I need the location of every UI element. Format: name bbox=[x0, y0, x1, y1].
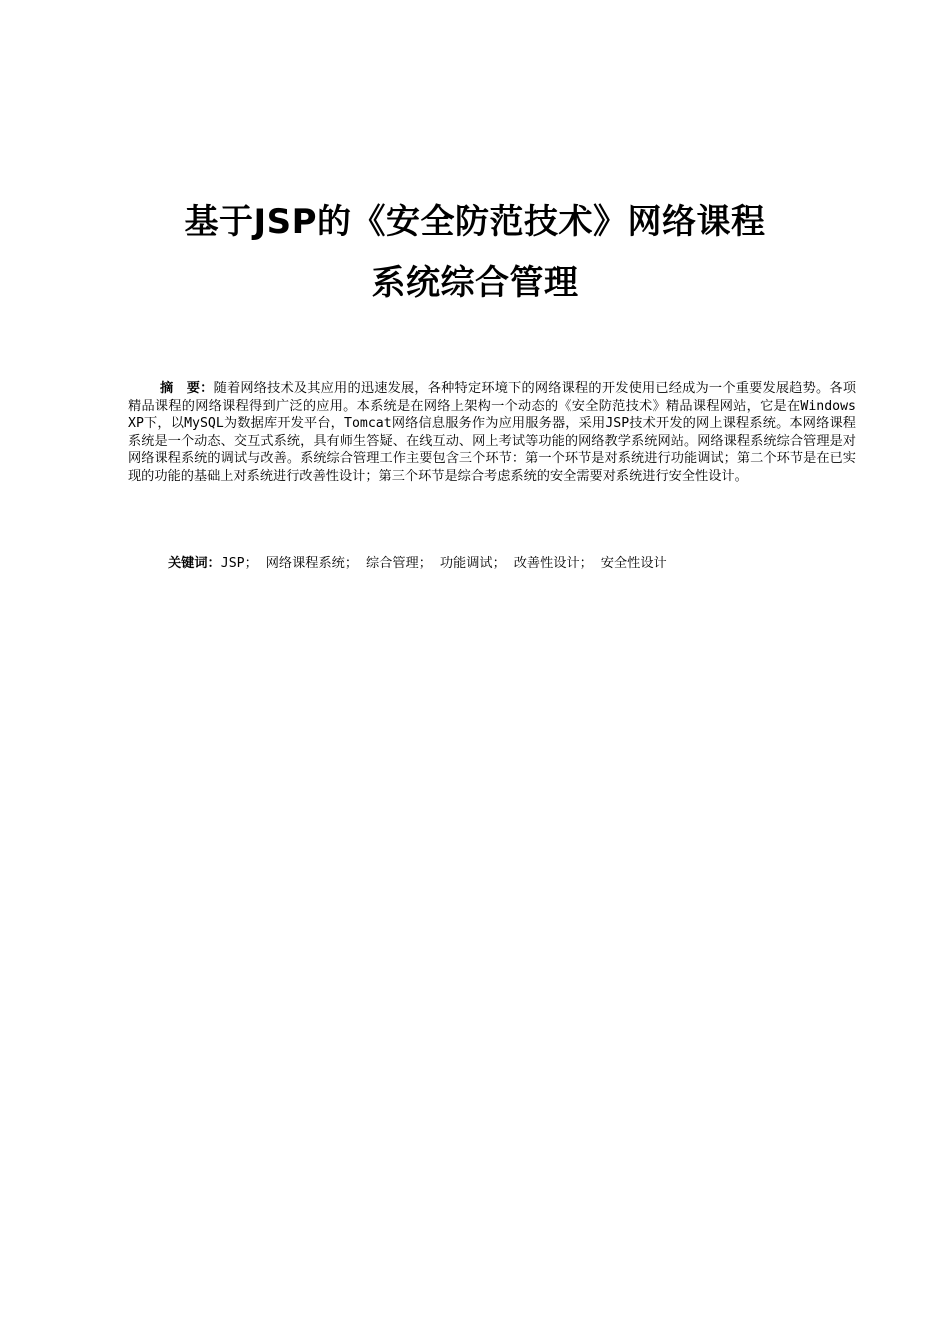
document-title-line-2: 系统综合管理 bbox=[371, 263, 579, 303]
abstract-text: 随着网络技术及其应用的迅速发展，各种特定环境下的网络课程的开发使用已经成为一个重要发展趋势。各项精品课程的网络课程得到广泛的应用。本系统是在网络上架构一个动态的《安全防范技术》精品课程网站，它是在Windows XP下，以MySQL为数据库开发平台，Tomcat网络信息服务作为应用服务器，采用JSP技术开发的网上课程系统。本网络课程系统是一个动态、交互式系统，具有师生答疑、在线互动、网上考试等功能的网络教学系统网站。网络课程系统综合管理是对网络课程系统的调试与改善。系统综合管理工作主要包含三个环节：第一个环节是对系统进行功能调试；第二个环节是在已实现的功能的基础上对系统进行改善性设计；第三个环节是综合考虑系统的安全需要对系统进行安全性设计。 bbox=[128, 381, 857, 484]
keywords-paragraph bbox=[128, 555, 856, 573]
document-title-line-1: 基于JSP的《安全防范技术》网络课程 bbox=[184, 202, 766, 242]
abstract-paragraph bbox=[128, 380, 856, 485]
keywords-text: JSP； 网络课程系统； 综合管理； 功能调试； 改善性设计； 安全性设计 bbox=[220, 556, 667, 571]
abstract-label: 摘 要： bbox=[160, 381, 214, 396]
keywords-label: 关键词： bbox=[168, 556, 221, 571]
